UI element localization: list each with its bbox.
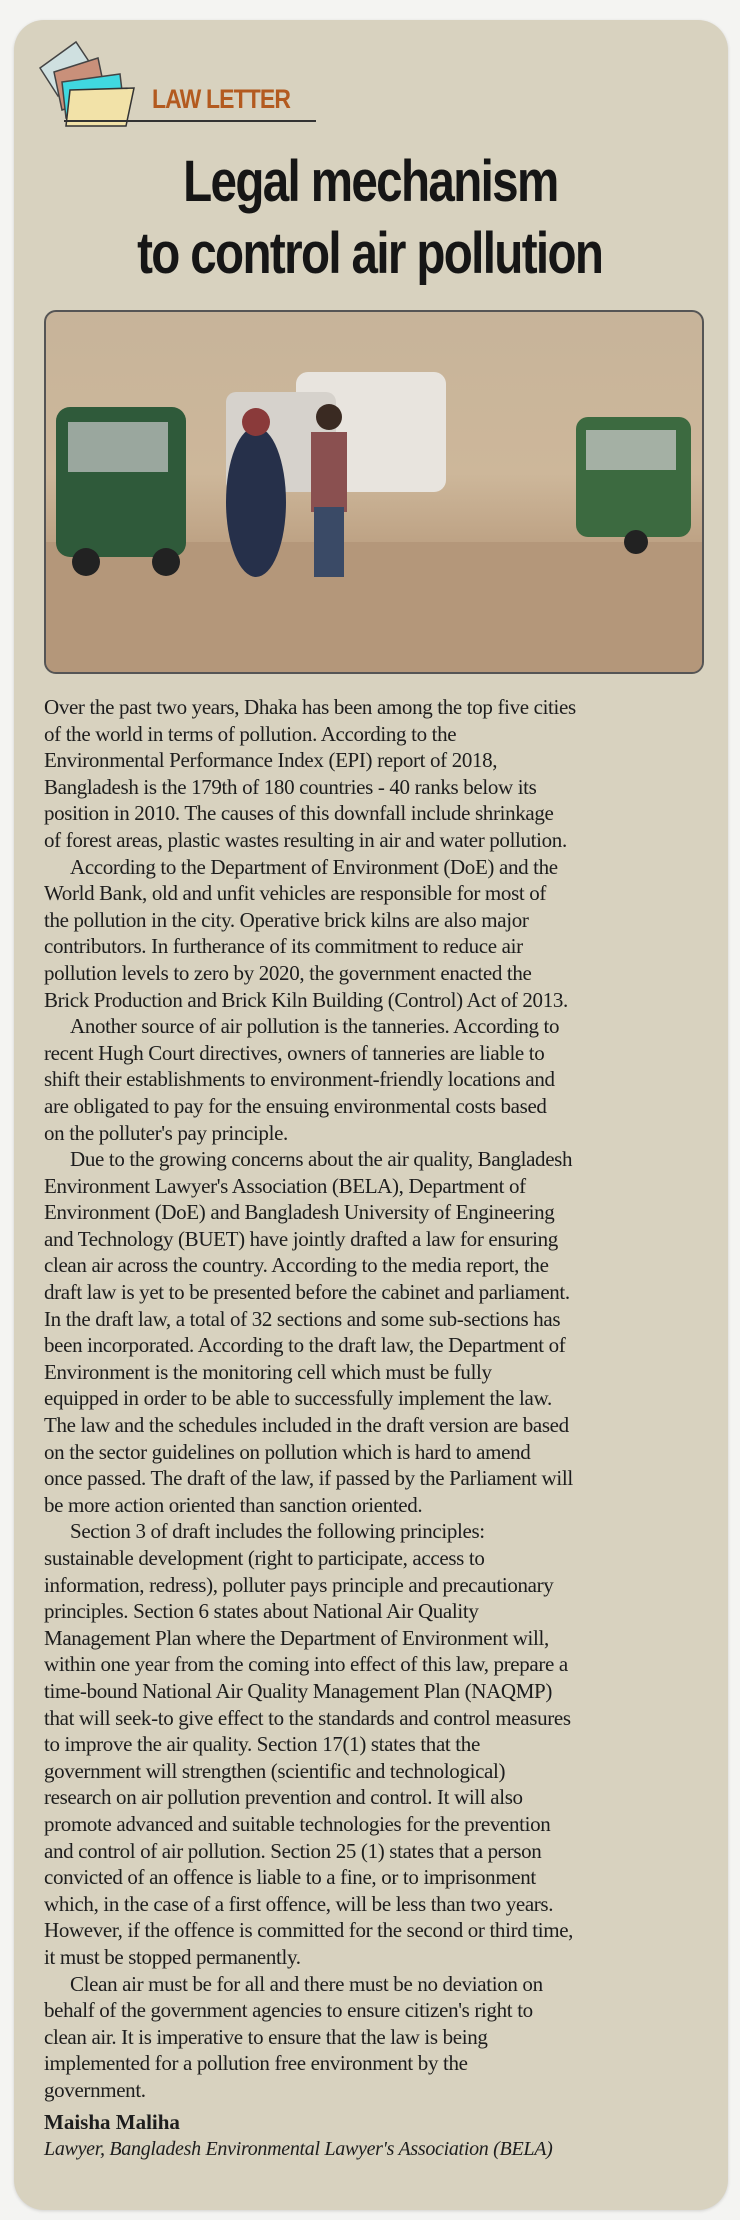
text-line: However, if the offence is committed for the second or third time, [44, 1918, 574, 1943]
text-line: on the polluter's pay principle. [44, 1120, 288, 1145]
text-line: Due to the growing concerns about the air quality, Bangladesh [70, 1147, 573, 1172]
text-line: Environment Lawyer's Association (BELA), Department of [44, 1173, 526, 1198]
street-scene-image [46, 312, 702, 672]
text-line: to improve the air quality. Section 17(1) states that the [44, 1732, 480, 1757]
text-line: Environmental Performance Index (EPI) report of 2018, [44, 748, 498, 773]
text-line: principles. Section 6 states about National Air Quality [44, 1599, 479, 1624]
text-line: draft law is yet to be presented before the cabinet and parliament. [44, 1280, 570, 1305]
text-line: contributors. In furtherance of its commitment to reduce air [44, 934, 523, 959]
text-line: shift their establishments to environment-friendly locations and [44, 1067, 555, 1092]
text-line: the pollution in the city. Operative brick kilns are also major [44, 907, 529, 932]
text-line: clean air. It is imperative to ensure that the law is being [44, 2024, 488, 2049]
text-line: The law and the schedules included in the draft version are based [44, 1413, 569, 1438]
text-line: According to the Department of Environment (DoE) and the [70, 854, 558, 879]
text-line: Environment is the monitoring cell which must be fully [44, 1359, 492, 1384]
text-line: behalf of the government agencies to ensure citizen's right to [44, 1998, 533, 2023]
text-line: and Technology (BUET) have jointly drafted a law for ensuring [44, 1226, 558, 1251]
text-line: In the draft law, a total of 32 sections and some sub-sections has [44, 1306, 561, 1331]
text-line: Another source of air pollution is the tanneries. According to [70, 1014, 560, 1039]
text-line: be more action oriented than sanction oriented. [44, 1492, 423, 1517]
text-line: research on air pollution prevention and control. It will also [44, 1785, 523, 1810]
text-line: World Bank, old and unfit vehicles are responsible for most of [44, 881, 547, 906]
text-line: that will seek-to give effect to the standards and control measures [44, 1705, 571, 1730]
text-line: time-bound National Air Quality Management Plan (NAQMP) [44, 1678, 552, 1703]
text-line: been incorporated. According to the draft law, the Department of [44, 1333, 566, 1358]
folder-icon [36, 38, 146, 128]
text-line: are obligated to pay for the ensuing environmental costs based [44, 1093, 547, 1118]
article-photo [44, 310, 704, 674]
text-line: Brick Production and Brick Kiln Building (Control) Act of 2013. [44, 987, 568, 1012]
text-line: Bangladesh is the 179th of 180 countries - 40 ranks below its [44, 774, 537, 799]
article-body [44, 694, 714, 2103]
text-line: it must be stopped permanently. [44, 1944, 301, 1969]
text-line: of forest areas, plastic wastes resulting in air and water pollution. [44, 827, 567, 852]
text-line: government. [44, 2077, 146, 2102]
author-name: Maisha Maliha [44, 2110, 180, 2134]
text-line: information, redress), polluter pays principle and precautionary [44, 1572, 554, 1597]
text-line: within one year from the coming into effect of this law, prepare a [44, 1652, 568, 1677]
text-line: recent Hugh Court directives, owners of tanneries are liable to [44, 1040, 545, 1065]
text-line: government will strengthen (scientific and technological) [44, 1758, 506, 1783]
author-role: Lawyer, Bangladesh Environmental Lawyer's Association (BELA) [44, 2138, 553, 2160]
text-line: of the world in terms of pollution. According to the [44, 721, 457, 746]
paragraph [44, 1013, 714, 1146]
headline-line-1: Legal mechanism [182, 149, 558, 214]
text-line: sustainable development (right to participate, access to [44, 1546, 485, 1570]
text-line: Management Plan where the Department of Environment will, [44, 1625, 549, 1650]
text-line: equipped in order to be able to successfully implement the law. [44, 1386, 552, 1411]
text-line: promote advanced and suitable technologies for the prevention [44, 1811, 551, 1836]
text-line: clean air across the country. According to the media report, the [44, 1253, 549, 1278]
section-label: LAW LETTER [152, 84, 291, 114]
paragraph [44, 1971, 714, 2104]
text-line: Section 3 of draft includes the following principles: [70, 1519, 485, 1544]
text-line: pollution levels to zero by 2020, the government enacted the [44, 960, 532, 985]
paragraph [44, 854, 714, 1014]
headline-line-2: to control air pollution [137, 221, 603, 286]
text-line: which, in the case of a first offence, will be less than two years. [44, 1891, 554, 1916]
text-line: convicted of an offence is liable to a fine, or to imprisonment [44, 1865, 536, 1890]
text-line: Environment (DoE) and Bangladesh University of Engineering [44, 1200, 555, 1225]
paragraph [44, 1518, 714, 1970]
text-line: implemented for a pollution free environment by the [44, 2051, 468, 2076]
text-line: on the sector guidelines on pollution which is hard to amend [44, 1439, 531, 1464]
text-line: Over the past two years, Dhaka has been among the top five cities [44, 695, 576, 719]
section-underline [64, 120, 316, 122]
paragraph [44, 1146, 714, 1518]
text-line: once passed. The draft of the law, if passed by the Parliament will [44, 1466, 573, 1491]
text-line: and control of air pollution. Section 25 (1) states that a person [44, 1838, 542, 1863]
paragraph [44, 694, 714, 854]
text-line: position in 2010. The causes of this downfall include shrinkage [44, 801, 554, 826]
text-line: Clean air must be for all and there must be no deviation on [70, 1971, 543, 1996]
